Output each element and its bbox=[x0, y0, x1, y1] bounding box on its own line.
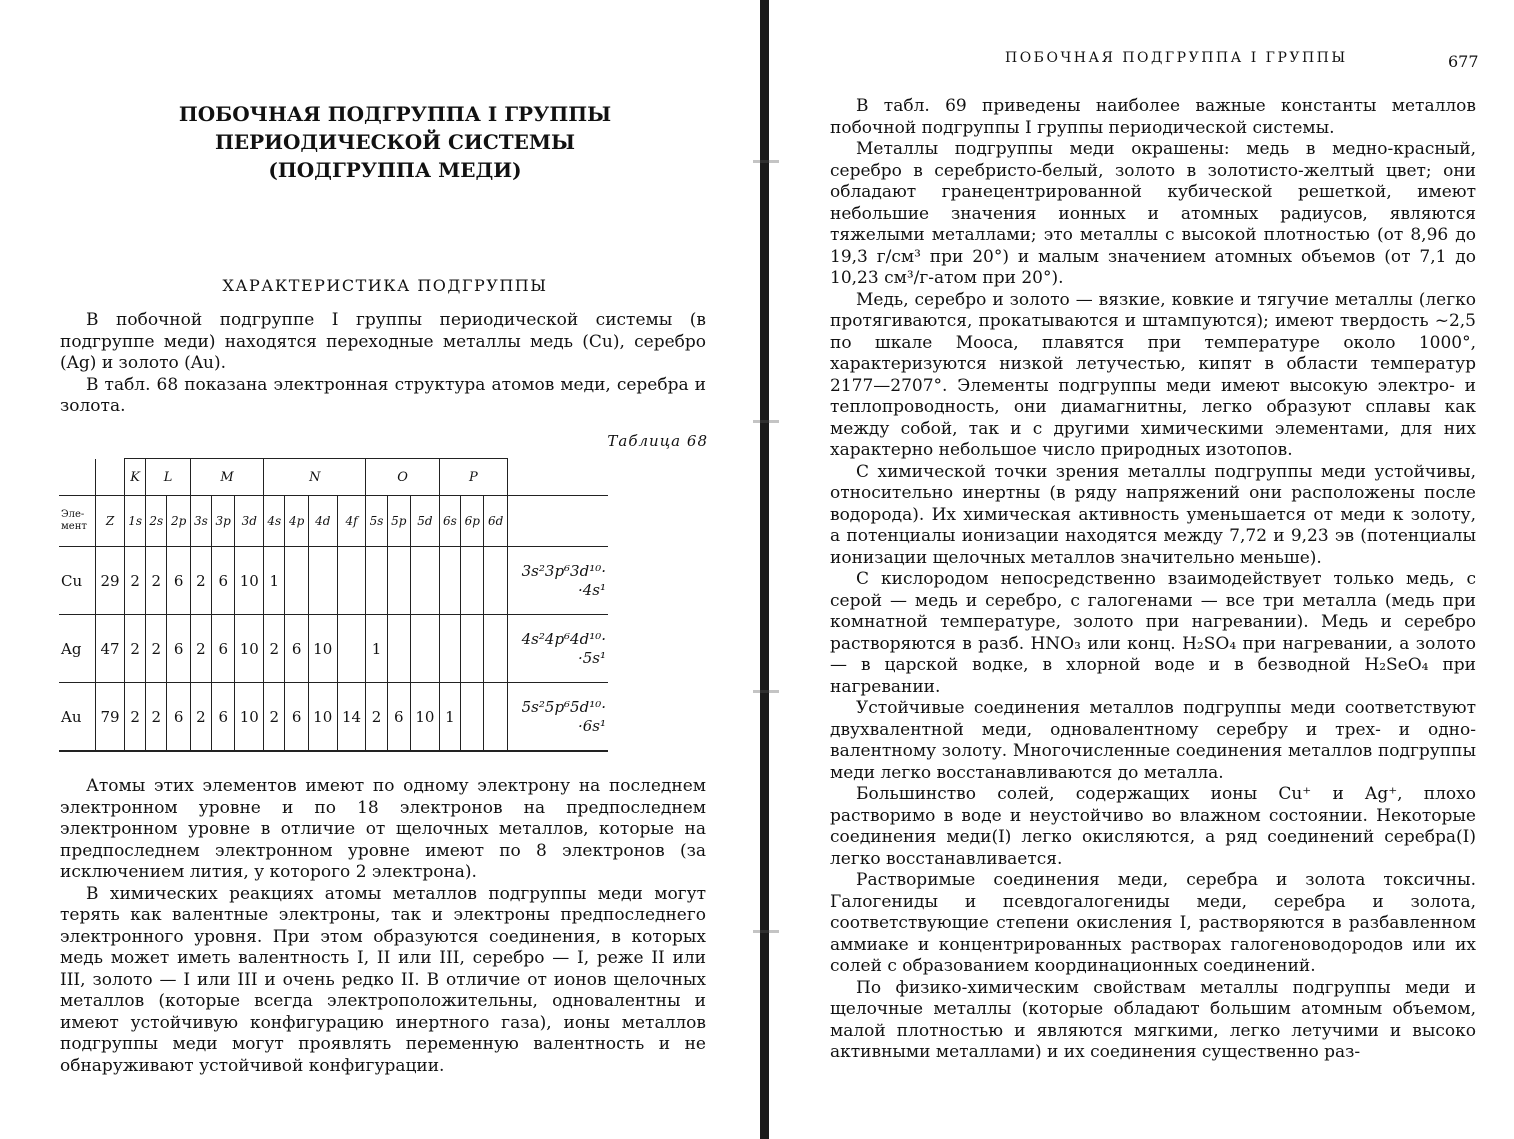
electron-count: 10 bbox=[235, 683, 264, 752]
electron-count: 10 bbox=[235, 547, 264, 615]
atomic-number: 29 bbox=[96, 547, 125, 615]
electron-count bbox=[484, 683, 508, 752]
paragraph: Растворимые соединения меди, серебра и золота токсичны. Галогениды и псевдогалогениды меди, серебра и золота, соответствующие степени окисления I, растворяются в разбавленном аммиаке и концентрированных растворах галогеноводородов или их солей с образованием координационных соединений. bbox=[830, 870, 1476, 976]
electron-count: 1 bbox=[366, 615, 387, 683]
electron-config-line: ·6s¹ bbox=[577, 716, 606, 735]
electron-count: 10 bbox=[308, 683, 337, 752]
electron-count: 2 bbox=[125, 683, 146, 752]
electron-count: 10 bbox=[411, 683, 440, 752]
electron-count bbox=[439, 615, 460, 683]
electron-config-line: ·4s¹ bbox=[577, 580, 606, 599]
shell-header: O bbox=[366, 459, 439, 496]
page-number: 677 bbox=[1448, 52, 1479, 71]
element-symbol: Ag bbox=[59, 615, 96, 683]
electron-count: 6 bbox=[212, 683, 235, 752]
electron-config-line: 5s²5p⁶5d¹⁰· bbox=[521, 697, 606, 716]
electron-count: 6 bbox=[387, 683, 410, 752]
electron-count: 2 bbox=[190, 683, 211, 752]
electron-count bbox=[461, 547, 484, 615]
paragraph: В табл. 69 приведены наиболее важные константы металлов побочной подгруппы I группы периодической системы. bbox=[830, 96, 1476, 138]
table-caption: Таблица 68 bbox=[607, 432, 708, 450]
shell-header: K bbox=[125, 459, 146, 496]
electron-count: 14 bbox=[337, 683, 366, 752]
subshell-header: 1s bbox=[125, 496, 146, 547]
subshell-header: 3s bbox=[190, 496, 211, 547]
electron-count: 6 bbox=[212, 615, 235, 683]
electron-count bbox=[411, 547, 440, 615]
electron-count: 2 bbox=[190, 547, 211, 615]
electron-count bbox=[285, 547, 308, 615]
electron-count bbox=[484, 615, 508, 683]
shell-header: P bbox=[439, 459, 507, 496]
subshell-header: 4s bbox=[264, 496, 285, 547]
electron-count bbox=[387, 615, 410, 683]
electron-config bbox=[508, 683, 609, 752]
paragraph: Большинство солей, содержащих ионы Cu⁺ и Ag⁺, плохо растворимо в воде и неустойчиво во влажном состоянии. Некоторые соединения меди(I) легко окисляются, а ряд соединений серебра(I) легко восстанавливается. bbox=[830, 784, 1476, 869]
book-gutter bbox=[753, 0, 781, 1139]
chapter-title-line: ПЕРИОДИЧЕСКОЙ СИСТЕМЫ bbox=[214, 130, 576, 154]
electron-count: 6 bbox=[285, 615, 308, 683]
body-text bbox=[60, 776, 706, 1077]
shell-header: N bbox=[264, 459, 366, 496]
section-title: ХАРАКТЕРИСТИКА ПОДГРУППЫ bbox=[222, 276, 548, 295]
element-column-header: Эле- мент bbox=[59, 496, 96, 547]
electron-count: 2 bbox=[125, 615, 146, 683]
body-text bbox=[830, 96, 1476, 1064]
electron-config-line: ·5s¹ bbox=[577, 648, 606, 667]
electron-count: 2 bbox=[146, 683, 167, 752]
electron-structure-table bbox=[59, 458, 608, 752]
subshell-header: 4f bbox=[337, 496, 366, 547]
electron-count: 6 bbox=[167, 683, 190, 752]
electron-count: 10 bbox=[235, 615, 264, 683]
electron-count bbox=[439, 547, 460, 615]
electron-count bbox=[387, 547, 410, 615]
paragraph: Медь, серебро и золото — вязкие, ковкие и тягучие металлы (легко протягиваются, прокатываются и штампуются); имеют твердость ~2,5 по шкале Мооса, плавятся при температуре около 1000°, характеризуются низкой летучестью, кипят в области температур 2177—2707°. Элементы подгруппы меди имеют высокую электро- и теплопроводность, они диамагнитны, легко образуют сплавы как между собой, так и с другими химическими элементами, для них характерно небольшое число природных изотопов. bbox=[830, 289, 1476, 460]
subshell-header: 5p bbox=[387, 496, 410, 547]
intro-text bbox=[60, 310, 706, 418]
paragraph: Металлы подгруппы меди окрашены: медь в медно-красный, серебро в серебристо-белый, золото в золотисто-желтый цвет; они обладают гранецентрированной кубической решеткой, имеют небольшие значения ионных и атомных радиусов, являются тяжелыми металлами; это металлы с высокой плотностью (от 8,96 до 19,3 г/см³ при 20°) и малым значением атомных объемов (от 7,1 до 10,23 см³/г-атом при 20°). bbox=[830, 139, 1476, 288]
subshell-header: 5s bbox=[366, 496, 387, 547]
left-page bbox=[0, 0, 750, 1139]
paragraph: С кислородом непосредственно взаимодействует только медь, с серой — медь и серебро, с галогенами — все три металла (медь при комнатной температуре, золото при нагревании). Медь и серебро растворяются в разб. HNO₃ или конц. H₂SO₄ при нагревании, а золото — в царской водке, в хлорной воде и в безводной H₂SeO₄ при нагревании. bbox=[830, 569, 1476, 697]
subshell-header: 5d bbox=[411, 496, 440, 547]
electron-count bbox=[366, 547, 387, 615]
subshell-header: 6d bbox=[484, 496, 508, 547]
electron-count: 6 bbox=[167, 615, 190, 683]
electron-count: 2 bbox=[125, 547, 146, 615]
chapter-title bbox=[150, 100, 640, 184]
element-symbol: Au bbox=[59, 683, 96, 752]
atomic-number: 79 bbox=[96, 683, 125, 752]
electron-count: 2 bbox=[146, 615, 167, 683]
table-row bbox=[59, 683, 608, 752]
subshell-header: 2s bbox=[146, 496, 167, 547]
paragraph: С химической точки зрения металлы подгруппы меди устойчивы, относительно инертны (в ряду напряжений они расположены после водорода). Их химическая активность уменьшается от меди к золоту, а потенциалы ионизации находятся между 7,72 и 9,23 эв (потенциалы ионизации щелочных металлов значительно меньше). bbox=[830, 461, 1476, 568]
electron-config bbox=[508, 547, 609, 615]
electron-count bbox=[461, 615, 484, 683]
electron-count: 1 bbox=[439, 683, 460, 752]
subshell-header: 4d bbox=[308, 496, 337, 547]
element-symbol: Cu bbox=[59, 547, 96, 615]
running-head: ПОБОЧНАЯ ПОДГРУППА I ГРУППЫ bbox=[1005, 50, 1348, 66]
electron-count: 1 bbox=[264, 547, 285, 615]
subshell-header: 6s bbox=[439, 496, 460, 547]
subshell-header: 3p bbox=[212, 496, 235, 547]
table-row bbox=[59, 547, 608, 615]
electron-count bbox=[308, 547, 337, 615]
electron-count: 6 bbox=[167, 547, 190, 615]
table-row bbox=[59, 615, 608, 683]
shell-header: L bbox=[146, 459, 191, 496]
electron-count: 2 bbox=[366, 683, 387, 752]
electron-count: 6 bbox=[212, 547, 235, 615]
chapter-title-line: (ПОДГРУППА МЕДИ) bbox=[268, 158, 522, 182]
electron-config-line: 3s²3p⁶3d¹⁰· bbox=[521, 561, 606, 580]
electron-count bbox=[461, 683, 484, 752]
electron-config bbox=[508, 615, 609, 683]
electron-count: 10 bbox=[308, 615, 337, 683]
electron-count: 2 bbox=[264, 683, 285, 752]
chapter-title-line: ПОБОЧНАЯ ПОДГРУППА I ГРУППЫ bbox=[178, 102, 612, 126]
electron-count bbox=[337, 547, 366, 615]
subshell-header: 2p bbox=[167, 496, 190, 547]
gutter-shadow bbox=[760, 0, 769, 1139]
paragraph: В табл. 68 показана электронная структура атомов меди, серебра и золота. bbox=[60, 374, 706, 416]
electron-count bbox=[337, 615, 366, 683]
paragraph: В химических реакциях атомы металлов подгруппы меди могут терять как валентные электроны, так и электроны предпоследнего электронного уровня. При этом образуются соединения, в которых медь может иметь валентность I, II или III, серебро — I, реже II или III, золото — I или III и очень редко II. В отличие от ионов щелочных металлов (которые всегда электроположительны, одновалентны и имеют устойчивую конфигурацию инертного газа), ионы металлов подгруппы меди могут проявлять переменную валентность и не обнаруживают устойчивой конфигурации. bbox=[60, 883, 706, 1076]
electron-count: 6 bbox=[285, 683, 308, 752]
electron-config-line: 4s²4p⁶4d¹⁰· bbox=[521, 629, 606, 648]
electron-count: 2 bbox=[190, 615, 211, 683]
subshell-header: 3d bbox=[235, 496, 264, 547]
subshell-header: 4p bbox=[285, 496, 308, 547]
z-column-header: Z bbox=[96, 496, 125, 547]
paragraph: Устойчивые соединения металлов подгруппы меди соответствуют двухвалентной меди, одновалентному серебру и трех- и одно-валентному золоту. Многочисленные соединения металлов подгруппы меди легко восстанавливаются до металла. bbox=[830, 698, 1476, 783]
paragraph: В побочной подгруппе I группы периодической системы (в подгруппе меди) находятся переходные металлы медь (Cu), серебро (Ag) и золото (Au). bbox=[60, 310, 706, 373]
shell-header: M bbox=[190, 459, 263, 496]
paragraph: По физико-химическим свойствам металлы подгруппы меди и щелочные металлы (которые обладают большим атомным объемом, малой плотностью и являются мягкими, легко летучими и высоко активными металлами) и их соединения существенно раз- bbox=[830, 977, 1476, 1062]
right-page bbox=[790, 0, 1514, 1139]
electron-count bbox=[411, 615, 440, 683]
electron-count: 2 bbox=[146, 547, 167, 615]
atomic-number: 47 bbox=[96, 615, 125, 683]
electron-count: 2 bbox=[264, 615, 285, 683]
electron-count bbox=[484, 547, 508, 615]
subshell-header: 6p bbox=[461, 496, 484, 547]
paragraph: Атомы этих элементов имеют по одному электрону на последнем электронном уровне и по 18 электронов на предпоследнем электронном уровне в отличие от щелочных металлов, которые на предпоследнем электронном уровне имеют по 8 электронов (за исключением лития, у которого 2 электрона). bbox=[60, 776, 706, 882]
